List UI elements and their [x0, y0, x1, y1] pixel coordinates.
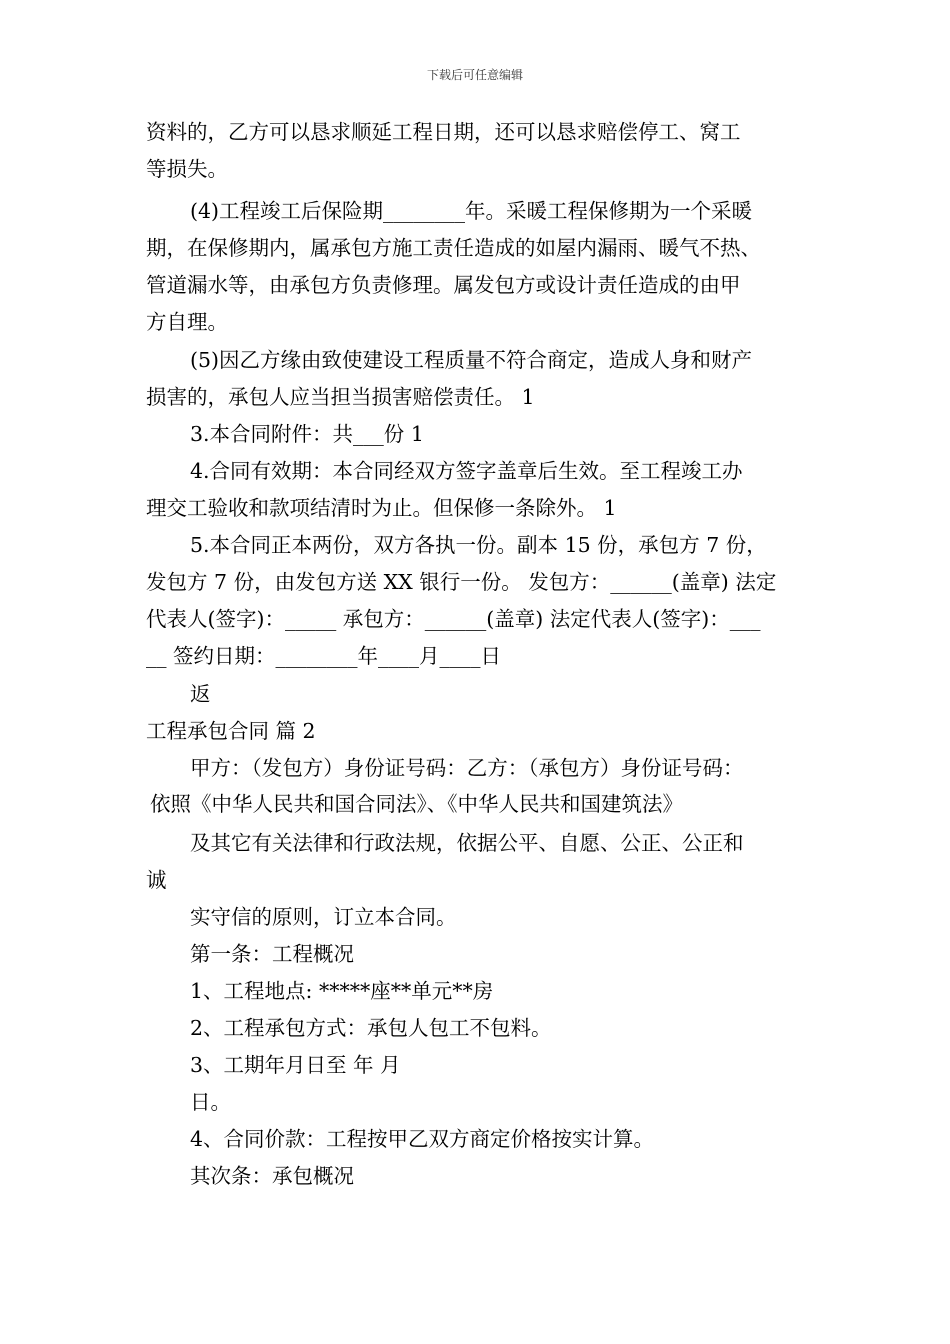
text-line: 期，在保修期内，属承包方施工责任造成的如屋内漏雨、暖气不热、 — [146, 236, 761, 260]
text-line: 甲方：（发包方）身份证号码：乙方：（承包方）身份证号码： — [190, 756, 744, 780]
text-line: 日。 — [190, 1090, 231, 1114]
text-line: 代表人(签字)：_____ 承包方：______(盖章) 法定代表人(签字)：___ — [146, 607, 761, 631]
text-line: 5.本合同正本两份，双方各执一份。副本 15 份，承包方 7 份， — [190, 533, 767, 557]
text-line: 方自理。 — [146, 310, 228, 334]
text-line: 3、工期年月日至 年 月 — [190, 1053, 401, 1077]
text-line: 实守信的原则，订立本合同。 — [190, 905, 457, 929]
text-line: 发包方 7 份，由发包方送 XX 银行一份。 发包方：______(盖章) 法定 — [146, 570, 777, 594]
text-line: 4.合同有效期：本合同经双方签字盖章后生效。至工程竣工办 — [190, 459, 743, 483]
text-line: 返 — [190, 682, 211, 706]
section-heading: 工程承包合同 篇 2 — [146, 719, 316, 743]
text-line: (5)因乙方缘由致使建设工程质量不符合商定，造成人身和财产 — [190, 348, 753, 372]
text-line: 资料的，乙方可以恳求顺延工程日期，还可以恳求赔偿停工、窝工 — [146, 120, 741, 144]
text-line: 第一条：工程概况 — [190, 942, 354, 966]
text-line: 管道漏水等，由承包方负责修理。属发包方或设计责任造成的由甲 — [146, 273, 741, 297]
text-line: (4)工程竣工后保险期________年。采暖工程保修期为一个采暖 — [190, 199, 753, 223]
text-line: 诚 — [146, 868, 167, 892]
text-line: 依照《中华人民共和国合同法》、《中华人民共和国建筑法》 — [150, 792, 683, 816]
text-line: 1、工程地点: *****座**单元**房 — [190, 979, 494, 1003]
text-line: 3.本合同附件：共___份 1 — [190, 422, 424, 446]
text-line: __ 签约日期：________年____月____日 — [146, 644, 502, 668]
text-line: 理交工验收和款项结清时为止。但保修一条除外。 1 — [146, 496, 617, 520]
text-line: 损害的，承包人应当担当损害赔偿责任。 1 — [146, 385, 535, 409]
text-line: 等损失。 — [146, 157, 228, 181]
text-line: 及其它有关法律和行政法规，依据公平、自愿、公正、公正和 — [190, 831, 744, 855]
text-line: 其次条：承包概况 — [190, 1164, 354, 1188]
text-line: 4、合同价款：工程按甲乙双方商定价格按实计算。 — [190, 1127, 655, 1151]
page-header: 下载后可任意编辑 — [426, 68, 523, 82]
text-line: 2、工程承包方式：承包人包工不包料。 — [190, 1016, 552, 1040]
